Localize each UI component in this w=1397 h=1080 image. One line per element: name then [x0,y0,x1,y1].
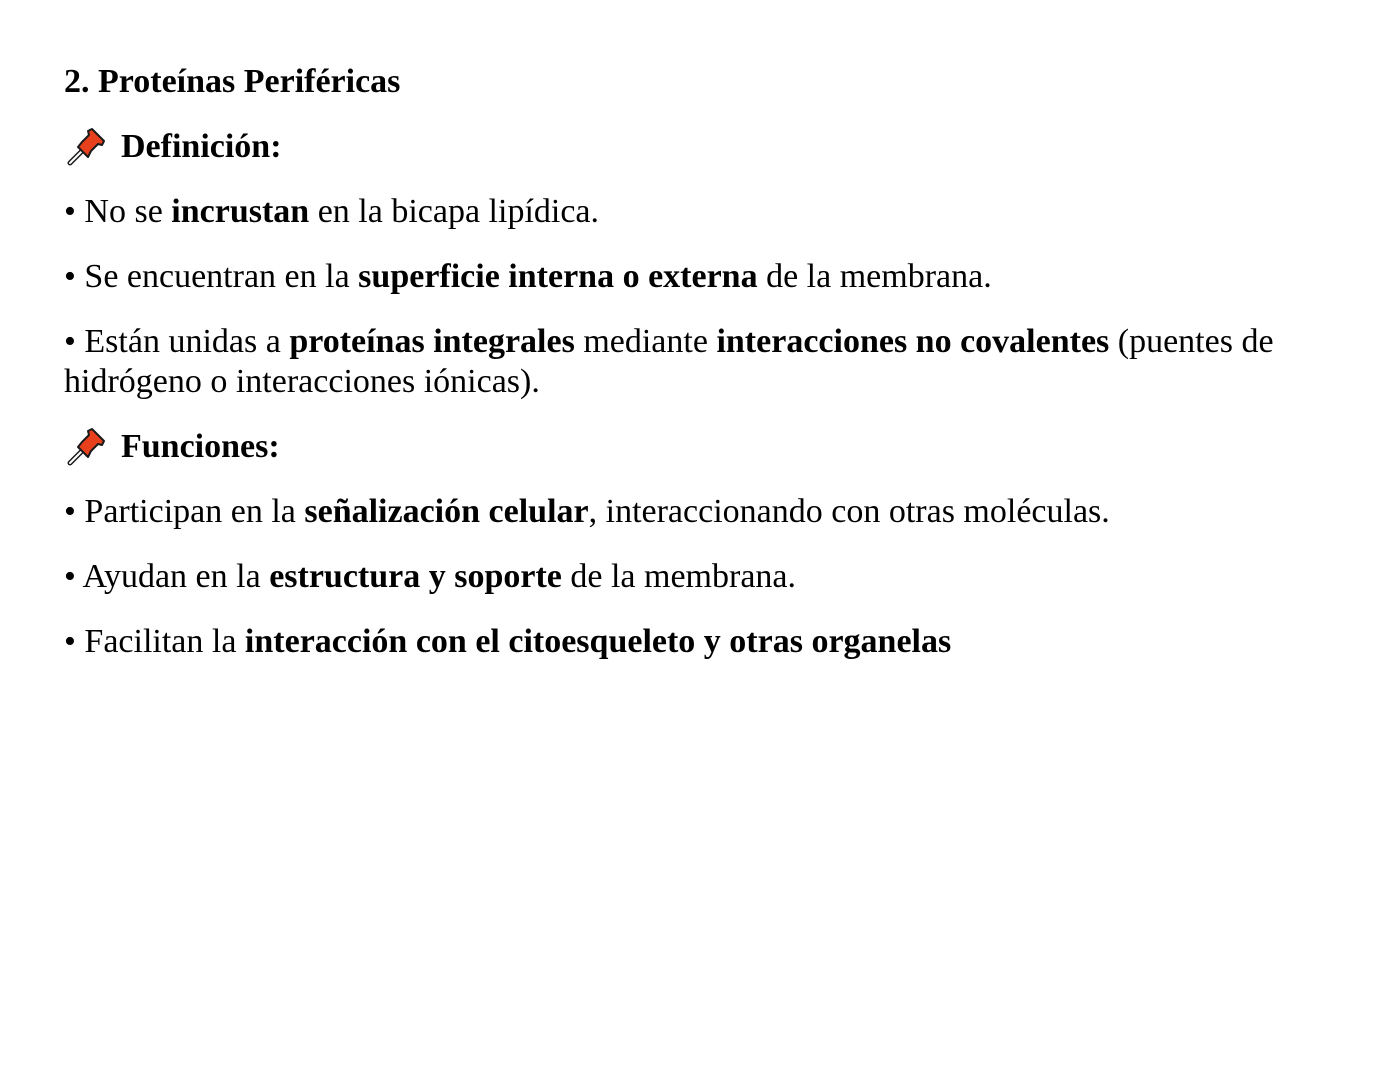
text: (puentes de hidrógeno o interacciones iónicas). [64,323,1274,400]
heading-label: Definición: [121,128,282,165]
bold-text: proteínas integrales [289,323,575,360]
pushpin-icon [64,427,108,467]
text: de la membrana. [757,258,992,295]
text: • Participan en la [64,493,305,530]
bold-text: superficie interna o externa [358,258,758,295]
bold-text: interacción con el citoesqueleto y otras organelas [244,623,952,660]
bold-text: incrustan [171,193,310,230]
list-item [64,492,1364,532]
list-item [64,322,1364,402]
section-title: 2. Proteínas Periféricas [64,63,401,100]
bold-text: señalización celular [304,493,589,530]
list-item [64,192,1364,232]
document-page [64,62,1364,687]
text: de la membrana. [561,558,797,595]
list-item [64,622,1364,662]
funciones-heading [64,427,1364,467]
text: • Están unidas a [64,323,290,360]
text: , interaccionando con otras moléculas. [588,493,1110,530]
pushpin-icon [64,127,108,167]
list-item [64,557,1364,597]
bold-text: interacciones no covalentes [716,323,1110,360]
text: en la bicapa lipídica. [309,193,600,230]
definicion-heading [64,127,1364,167]
text: • Se encuentran en la [64,258,359,295]
list-item [64,257,1364,297]
text: • Facilitan la [64,623,245,660]
text: • No se [64,193,172,230]
heading-label: Funciones: [121,428,280,465]
bold-text: estructura y soporte [269,558,562,595]
text: mediante [574,323,717,360]
text: • Ayudan en la [64,558,270,595]
